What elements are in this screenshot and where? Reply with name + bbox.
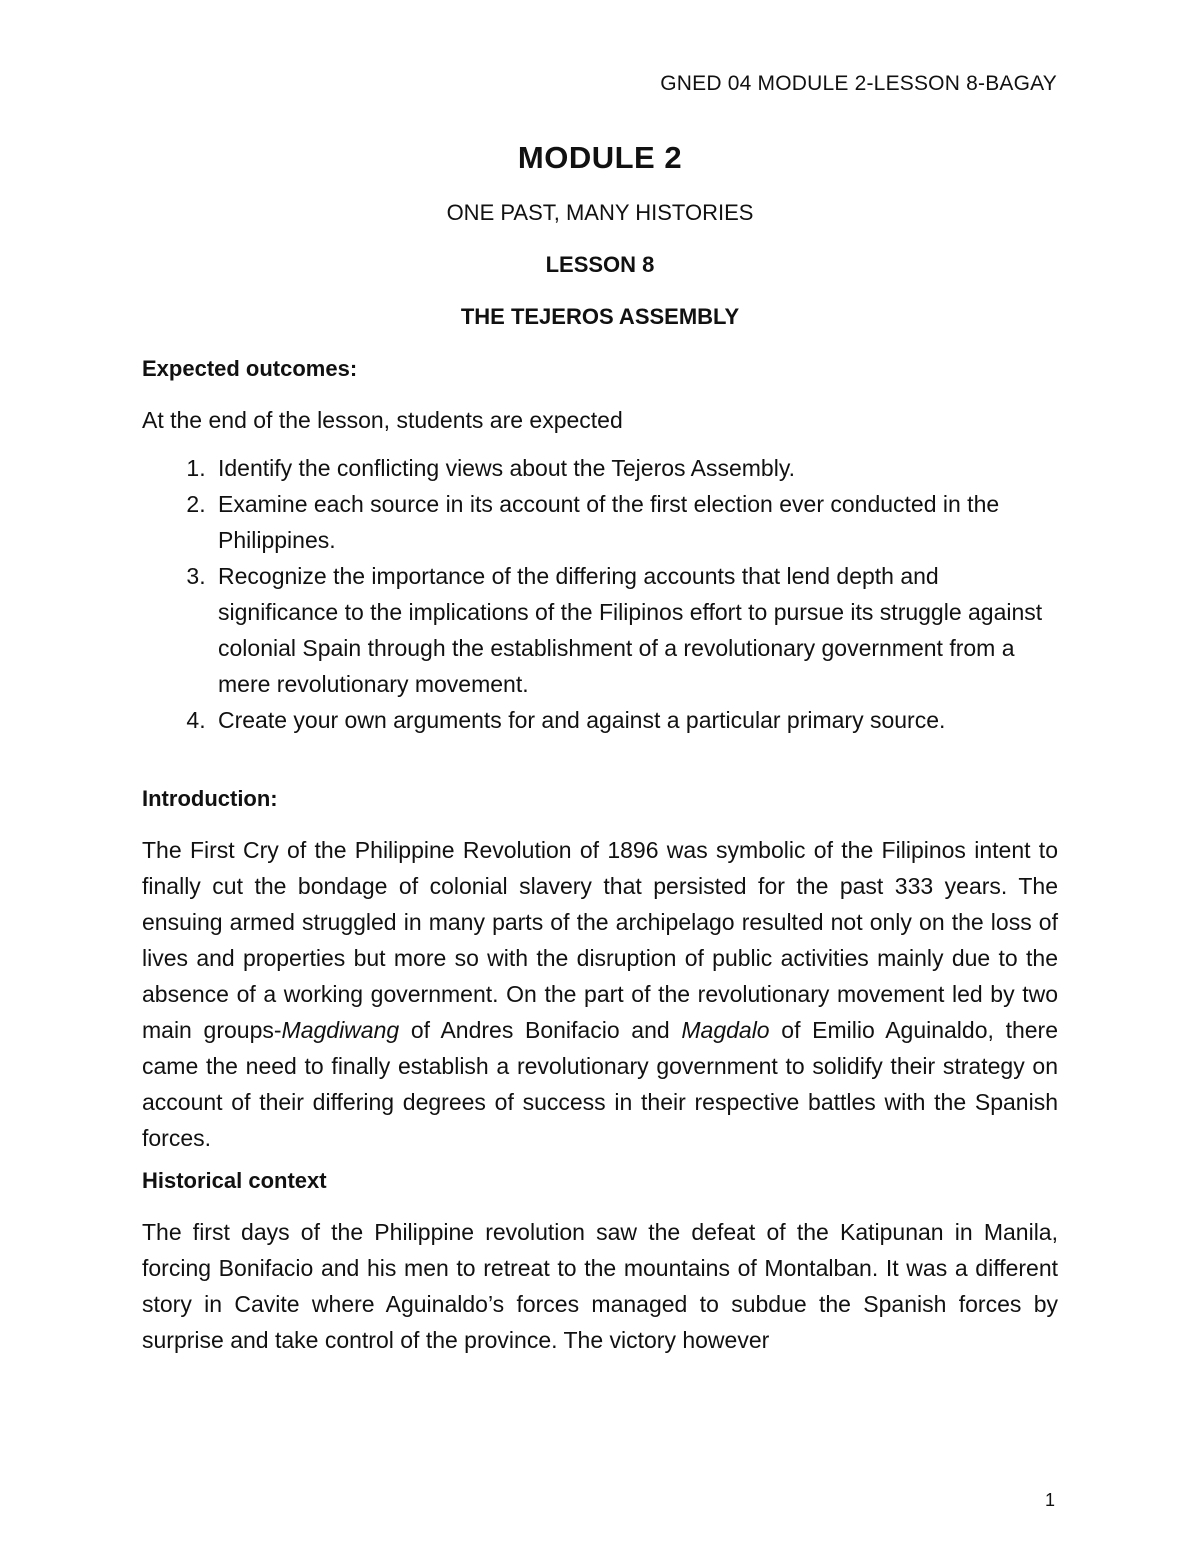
module-subtitle: ONE PAST, MANY HISTORIES (446, 200, 754, 225)
lesson-title: THE TEJEROS ASSEMBLY (460, 304, 740, 329)
intro-magdalo: Magdalo (681, 1017, 770, 1043)
introduction-paragraph (142, 832, 1058, 1156)
intro-text-part: of Emilio Aguinaldo, there came the need to finally establish a revolutionary government to solidify their strategy on account of their differing degrees of success in their respective battles with the Spanish forces. (142, 1017, 1059, 1151)
page-number: 1 (1044, 1490, 1055, 1510)
historical-context-paragraph: The first days of the Philippine revolution saw the defeat of the Katipunan in Manila, forcing Bonifacio and his men to retreat to the mountains of Montalban. It was a different story in Cavite where Aguinaldo’s forces managed to subdue the Spanish forces by surprise and take control of the province. The victory however (142, 1219, 1058, 1353)
outcomes-lead: At the end of the lesson, students are expected (142, 407, 623, 433)
outcome-item: 1. Identify the conflicting views about the Tejeros Assembly. (212, 450, 1058, 486)
running-header: GNED 04 MODULE 2-LESSON 8-BAGAY (660, 72, 1057, 95)
intro-text-part: The First Cry of the Philippine Revolution of 1896 was symbolic of the Filipinos intent to finally cut the bondage of colonial slavery that persisted for the past 333 years. The ensuing armed struggled in many parts of the archipelago resulted not only on the loss of lives and properties but more so with the disruption of public activities mainly due to the absence of a working government. On the part of the revolutionary movement led by two main groups- (142, 837, 1058, 1043)
outcome-item: 2. Examine each source in its account of the first election ever conducted in the Philippines. (212, 486, 1058, 558)
intro-text-part: of Andres Bonifacio and (399, 1017, 682, 1043)
module-title: MODULE 2 (517, 140, 683, 175)
outcomes-list (142, 450, 1058, 738)
page-content (142, 140, 1058, 1370)
lesson-number: LESSON 8 (545, 252, 655, 277)
historical-context-heading: Historical context (142, 1168, 327, 1193)
introduction-heading: Introduction: (142, 786, 278, 811)
outcome-item: 3. Recognize the importance of the differing accounts that lend depth and significance to the implications of the Filipinos effort to pursue its struggle against colonial Spain through the establishment of a revolutionary government from a mere revolutionary movement. (212, 558, 1058, 702)
intro-magdiwang: Magdiwang (281, 1017, 400, 1043)
outcome-item: 4. Create your own arguments for and against a particular primary source. (212, 702, 1058, 738)
outcomes-heading: Expected outcomes: (142, 356, 358, 381)
